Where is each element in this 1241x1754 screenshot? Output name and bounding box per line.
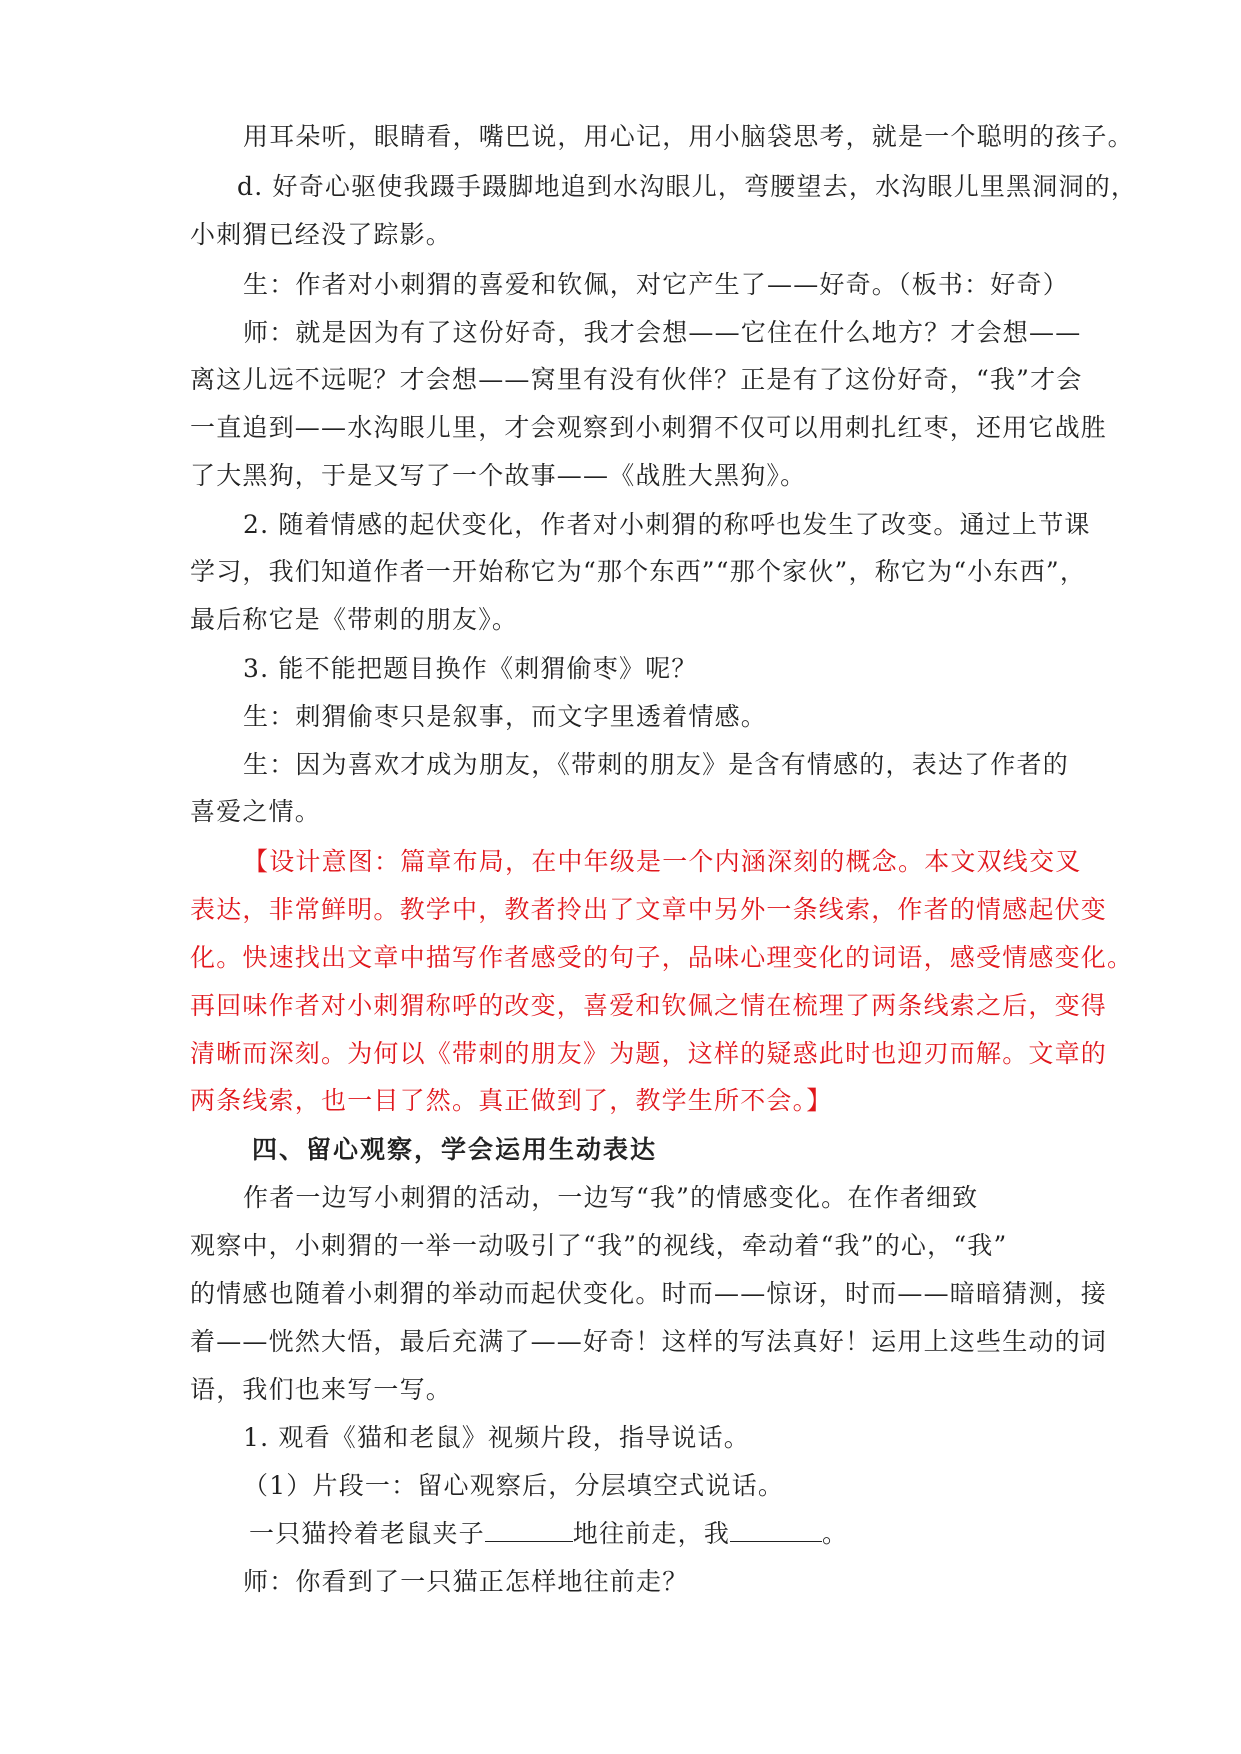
section-heading: 四、留心观察，学会运用生动表达 bbox=[252, 1135, 658, 1164]
text-line: 小刺猬已经没了踪影。 bbox=[190, 220, 453, 249]
fill-blank-underline bbox=[485, 1519, 573, 1542]
student-line: 生：作者对小刺猬的喜爱和钦佩，对它产生了——好奇。（板书：好奇） bbox=[243, 270, 1069, 299]
student-line: 生：刺猬偷枣只是叙事，而文字里透着情感。 bbox=[243, 702, 768, 731]
text-line: 最后称它是《带刺的朋友》。 bbox=[190, 605, 519, 634]
fill-blank-text: 一只猫拎着老鼠夹子 bbox=[249, 1519, 485, 1548]
design-intent-line: 【设计意图：篇章布局，在中年级是一个内涵深刻的概念。本文双线交叉 bbox=[243, 847, 1082, 876]
numbered-item: 2. 随着情感的起伏变化，作者对小刺猬的称呼也发生了改变。通过上节课 bbox=[243, 510, 1091, 539]
text-line: 离这儿远不远呢？才会想——窝里有没有伙伴？正是有了这份好奇，“我”才会 bbox=[190, 365, 1083, 394]
design-intent-line: 表达，非常鲜明。教学中，教者拎出了文章中另外一条线索，作者的情感起伏变 bbox=[190, 895, 1108, 924]
teacher-line: 师：就是因为有了这份好奇，我才会想——它住在什么地方？才会想—— bbox=[243, 318, 1082, 347]
text-line: 用耳朵听，眼睛看，嘴巴说，用心记，用小脑袋思考，就是一个聪明的孩子。 bbox=[243, 122, 1134, 151]
text-line: 的情感也随着小刺猬的举动而起伏变化。时而——惊讶，时而——暗暗猜测，接 bbox=[190, 1279, 1108, 1308]
fill-blank-text: 地往前走，我 bbox=[572, 1519, 731, 1548]
design-intent-line: 化。快速找出文章中描写作者感受的句子，品味心理变化的词语，感受情感变化。 bbox=[190, 943, 1134, 972]
text-line: d. 好奇心驱使我蹑手蹑脚地追到水沟眼儿，弯腰望去，水沟眼儿里黑洞洞的， bbox=[237, 172, 1138, 201]
fill-blank-text: 。 bbox=[822, 1519, 849, 1548]
design-intent-line: 再回味作者对小刺猬称呼的改变，喜爱和钦佩之情在梳理了两条线索之后，变得 bbox=[190, 991, 1108, 1020]
student-line: 生：因为喜欢才成为朋友，《带刺的朋友》是含有情感的，表达了作者的 bbox=[243, 750, 1069, 779]
text-line: 语，我们也来写一写。 bbox=[190, 1375, 453, 1404]
numbered-item: 1. 观看《猫和老鼠》视频片段，指导说话。 bbox=[243, 1423, 751, 1452]
text-line: 了大黑狗，于是又写了一个故事——《战胜大黑狗》。 bbox=[190, 461, 807, 490]
text-line: 着——恍然大悟，最后充满了——好奇！这样的写法真好！运用上这些生动的词 bbox=[190, 1327, 1108, 1356]
design-intent-line: 两条线索，也一目了然。真正做到了，教学生所不会。】 bbox=[190, 1086, 833, 1115]
fill-blank-underline bbox=[730, 1519, 822, 1542]
sub-item: （1）片段一：留心观察后，分层填空式说话。 bbox=[243, 1471, 785, 1500]
numbered-item: 3. 能不能把题目换作《刺猬偷枣》呢？ bbox=[243, 654, 698, 683]
teacher-line: 师：你看到了一只猫正怎样地往前走？ bbox=[243, 1567, 689, 1596]
design-intent-line: 清晰而深刻。为何以《带刺的朋友》为题，这样的疑惑此时也迎刃而解。文章的 bbox=[190, 1039, 1108, 1068]
text-line: 学习，我们知道作者一开始称它为“那个东西”“那个家伙”，称它为“小东西”， bbox=[190, 557, 1087, 586]
text-line: 作者一边写小刺猬的活动，一边写“我”的情感变化。在作者细致 bbox=[243, 1183, 979, 1212]
text-line: 喜爱之情。 bbox=[190, 797, 322, 826]
text-line: 一直追到——水沟眼儿里，才会观察到小刺猬不仅可以用刺扎红枣，还用它战胜 bbox=[190, 413, 1108, 442]
text-line: 观察中，小刺猬的一举一动吸引了“我”的视线，牵动着“我”的心，“我” bbox=[190, 1231, 1008, 1260]
fill-blank-sentence bbox=[249, 1519, 848, 1549]
